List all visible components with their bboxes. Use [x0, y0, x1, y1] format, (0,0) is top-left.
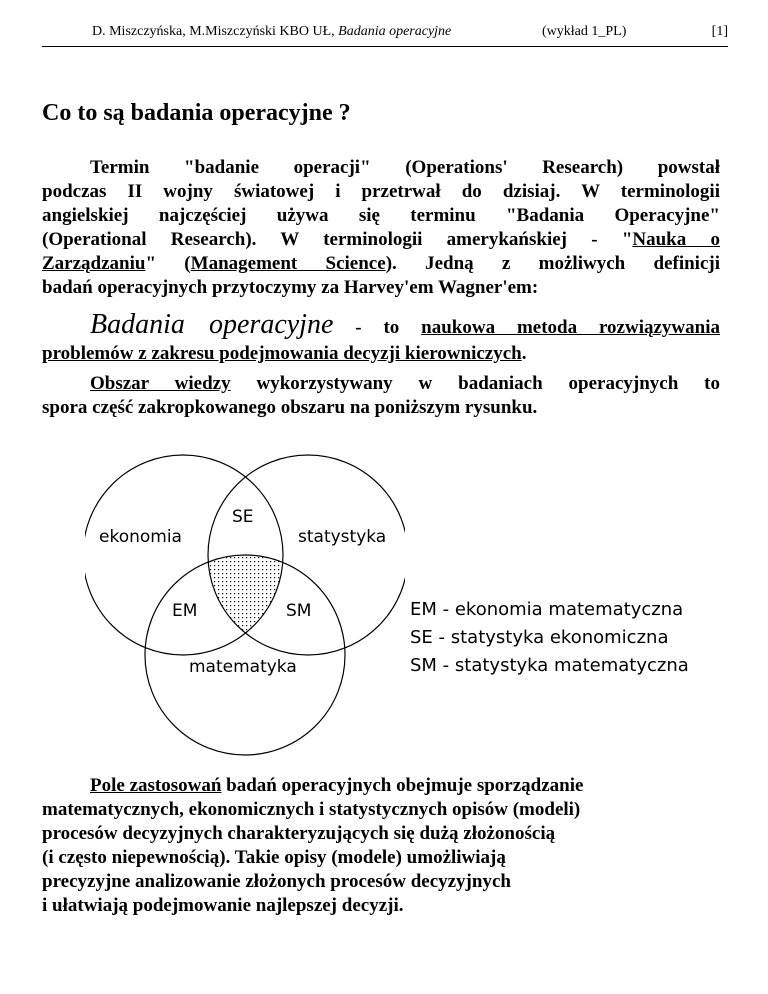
- label-em: EM: [172, 601, 198, 621]
- legend-sm: SM - statystyka matematyczna: [410, 655, 689, 676]
- header-authors: D. Miszczyńska, M.Miszczyński KBO UŁ, Badania operacyjne: [92, 24, 452, 39]
- page-header: [92, 20, 728, 46]
- venn-legend: [410, 596, 689, 680]
- term-pole-zastosowan: Pole zastosowań: [90, 775, 222, 796]
- venn-diagram: [85, 440, 405, 760]
- header-course: Badania operacyjne: [338, 24, 452, 39]
- definition-term: Badania operacyjne: [90, 309, 334, 340]
- header-rule: [42, 46, 728, 47]
- knowledge-paragraph: Obszar wiedzy wykorzystywany w badaniach operacyjnych to spora część zakropkowanego obszaru na poniższym rysunku.: [42, 373, 720, 418]
- label-ekonomia: ekonomia: [99, 527, 182, 547]
- term-management-science: Management Science: [190, 253, 386, 274]
- definition-paragraph: Badania operacyjne - to naukowa metoda rozwiązywania problemów z zakresu podejmowania decyzji kierowniczych.: [42, 309, 720, 364]
- header-page-number: [1]: [711, 24, 728, 39]
- label-matematyka: matematyka: [189, 657, 297, 677]
- page-title: Co to są badania operacyjne ?: [42, 100, 351, 126]
- term-obszar-wiedzy: Obszar wiedzy: [90, 373, 231, 394]
- legend-em: EM - ekonomia matematyczna: [410, 599, 684, 620]
- label-se: SE: [232, 507, 254, 527]
- legend-se: SE - statystyka ekonomiczna: [410, 627, 669, 648]
- label-sm: SM: [286, 601, 312, 621]
- application-paragraph: Pole zastosowań badań operacyjnych obejmuje sporządzanie matematycznych, ekonomicznych i statystycznych opisów (modeli) procesów decyzyjnych charakteryzujących się dużą złożonością (i często niepewnością). Takie opisy (modele) umożliwiają precyzyjne analizowanie złożonych procesów decyzyjnych i ułatwiają podejmowanie najlepszej decyzji.: [42, 775, 584, 916]
- label-statystyka: statystyka: [298, 527, 387, 547]
- term-nauka-o-zarzadzaniu: Nauka o: [632, 229, 721, 250]
- header-lecture: (wykład 1_PL): [542, 24, 627, 39]
- intro-paragraph: Termin "badanie operacji" (Operations' Research) powstał podczas II wojny światowej i przetrwał do dzisiaj. W terminologii angielskiej najczęściej używa się terminu "Badania Operacyjne" (Operational Research). W terminologii amerykańskiej - "Nauka o Zarządzaniu" (Management Science). Jedną z możliwych definicji badań operacyjnych przytoczymy za Harvey'em Wagner'em:: [42, 157, 721, 298]
